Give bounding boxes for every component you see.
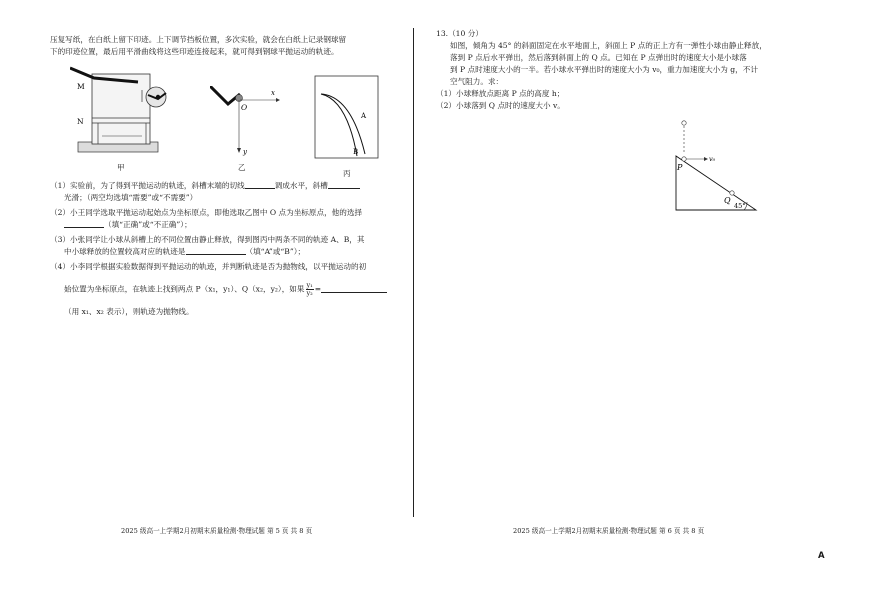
figure-trajectories <box>313 74 380 160</box>
answer-blank-4[interactable] <box>186 246 246 255</box>
label-o: O <box>241 103 248 112</box>
footer-right: 2025 级高一上学期2月初期末质量检测·物理试题 第 6 页 共 8 页 <box>513 527 705 535</box>
intro-line-2: 下的印迹位置，最后用平滑曲线将这些印迹连接起来，就可得到钢球平抛运动的轨迹。 <box>50 47 339 56</box>
label-b: B <box>353 148 359 156</box>
label-y: y <box>243 148 247 156</box>
question-13-sub-2: （2）小球落到 Q 点时的速度大小 v。 <box>436 101 565 110</box>
question-3-line-2: 中小球释放的位置较高对应的轨迹是 （填“A”或“B”）； <box>64 247 306 256</box>
answer-blank-1[interactable] <box>245 180 275 189</box>
figure-coordinate <box>210 86 282 156</box>
question-4-line-1: （4）小李同学根据实验数据得到平抛运动的轨迹，并判断轨迹是否为抛物线，以平抛运动的初 <box>50 262 367 271</box>
answer-blank-2[interactable] <box>328 180 360 189</box>
footer-left: 2025 级高一上学期2月初期末质量检测·物理试题 第 5 页 共 8 页 <box>121 527 313 535</box>
question-13-sub-1: （1）小球释放点距离 P 点的高度 h； <box>436 89 565 98</box>
question-4-line-2: 始位置为坐标原点，在轨迹上找到两点 P（x₁，y₁）、Q（x₂，y₂），如果 $\frac{\text{y₁}}{\text{y₂}}$ = <box>50 282 395 297</box>
left-questions <box>50 180 395 318</box>
left-column <box>50 34 395 58</box>
question-13-body-3: 到 P 点时速度大小的一半。若小球水平弹出时的速度大小为 v₀，重力加速度大小为 g，不计 <box>450 65 758 74</box>
figure-apparatus <box>70 66 176 156</box>
caption-c: 丙 <box>343 169 351 178</box>
question-13-heading: 13.（10 分） <box>436 29 483 38</box>
intro-line-1: 压复写纸，在白纸上留下印迹。上下调节挡板位置，多次实验，就会在白纸上记录钢球留 <box>50 35 347 44</box>
question-13-body-2: 落到 P 点后水平弹出，然后落到斜面上的 Q 点。已知在 P 点弹出时的速度大小是小球落 <box>450 53 747 62</box>
question-3-line-1: （3）小张同学让小球从斜槽上的不同位置由静止释放，得到图丙中两条不同的轨迹 A、B，其 <box>50 235 365 244</box>
label-x: x <box>271 89 275 97</box>
right-column <box>436 28 781 112</box>
label-a: A <box>361 112 367 120</box>
question-13-body-4: 空气阻力。求： <box>450 77 504 86</box>
corner-mark: A <box>818 551 825 561</box>
answer-blank-3[interactable] <box>64 219 104 228</box>
question-1-line-1: （1）实验前，为了得到平抛运动的轨迹，斜槽末端的切线 调成水平，斜槽 <box>50 180 395 192</box>
question-2-line-2: （填“正确”或“不正确”）； <box>50 219 395 231</box>
label-p: P <box>677 163 683 172</box>
question-2-line-1: （2）小王同学选取平抛运动起始点为坐标原点，即他选取乙图中 O 点为坐标原点，他的选择 <box>50 208 363 217</box>
page-divider <box>413 28 414 517</box>
figure-incline <box>674 120 760 215</box>
label-n: N <box>77 117 84 126</box>
label-v0: v₀ <box>709 155 716 163</box>
question-13-body-1: 如图，倾角为 45° 的斜面固定在水平地面上，斜面上 P 点的正上方有一弹性小球由静止释放， <box>450 41 767 50</box>
answer-blank-5[interactable] <box>321 284 387 293</box>
label-q: Q <box>724 196 731 205</box>
caption-b: 乙 <box>238 163 246 172</box>
question-1-line-2: 光滑；（两空均选填“需要”或“不需要”） <box>64 193 198 202</box>
question-4-line-3: （用 x₁、x₂ 表示），则轨迹为抛物线。 <box>64 307 194 316</box>
label-angle: 45° <box>734 202 746 210</box>
label-m: M <box>77 82 85 91</box>
caption-a: 甲 <box>117 163 125 172</box>
fraction-y1-y2: $\frac{\text{y₁}}{\text{y₂}}$ <box>306 281 313 297</box>
